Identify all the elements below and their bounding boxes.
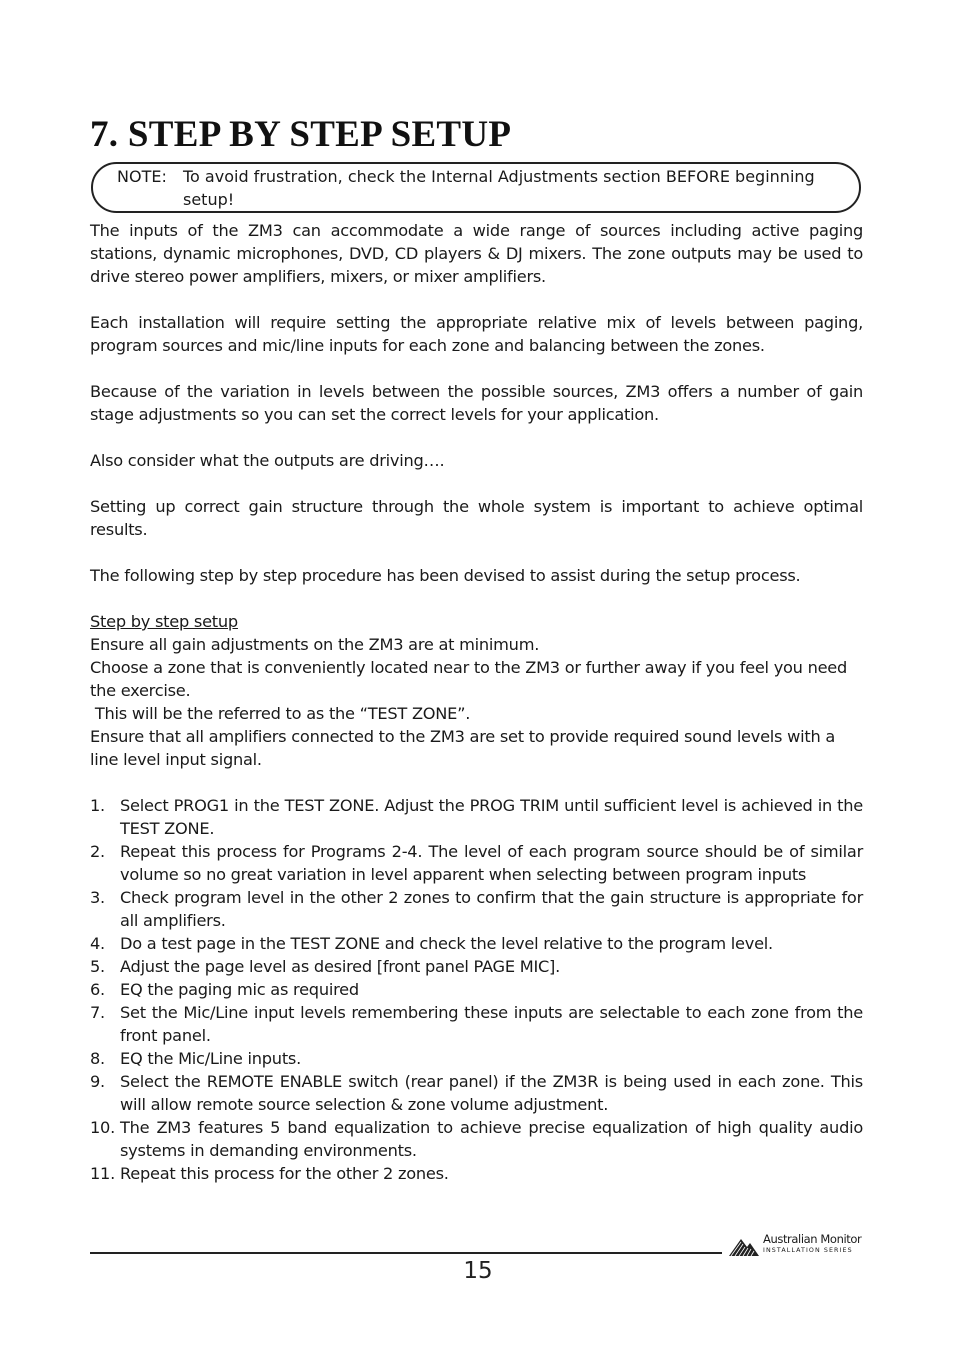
step-number: 4. <box>90 934 105 953</box>
list-item <box>90 886 863 932</box>
brand-logo <box>728 1232 868 1260</box>
list-item <box>90 978 863 1001</box>
step-text: Do a test page in the TEST ZONE and check the level relative to the program level. <box>120 934 773 953</box>
mountain-logo-icon <box>728 1235 760 1257</box>
brand-name: Australian Monitor <box>763 1232 862 1246</box>
setup-intro-line: Ensure all gain adjustments on the ZM3 are at minimum. <box>90 635 540 654</box>
paragraph: Setting up correct gain structure through the whole system is important to achieve optimal results. <box>90 497 863 539</box>
list-item <box>90 932 863 955</box>
step-text: Select the REMOTE ENABLE switch (rear panel) if the ZM3R is being used in each zone. This will allow remote source selection & zone volume adjustment. <box>120 1072 863 1114</box>
step-text: Adjust the page level as desired [front panel PAGE MIC]. <box>120 957 560 976</box>
step-text: EQ the Mic/Line inputs. <box>120 1049 301 1068</box>
setup-intro-line: Choose a zone that is conveniently located near to the ZM3 or further away if you feel you need the exercise. <box>90 658 848 700</box>
setup-steps-list <box>90 794 863 1185</box>
paragraph: Also consider what the outputs are driving…. <box>90 451 445 470</box>
step-number: 11. <box>90 1164 115 1183</box>
step-number: 6. <box>90 980 105 999</box>
list-item <box>90 955 863 978</box>
list-item <box>90 794 863 840</box>
list-item <box>90 1070 863 1116</box>
list-item <box>90 840 863 886</box>
note-label: NOTE: <box>117 167 167 186</box>
step-text: Set the Mic/Line input levels remembering these inputs are selectable to each zone from the front panel. <box>120 1003 863 1045</box>
paragraph: Each installation will require setting the appropriate relative mix of levels between paging, program sources and mic/line inputs for each zone and balancing between the zones. <box>90 313 863 355</box>
section-title: 7. STEP BY STEP SETUP <box>90 114 512 155</box>
page-number: 15 <box>463 1258 493 1284</box>
setup-intro-line: Ensure that all amplifiers connected to the ZM3 are set to provide required sound levels with a line level input signal. <box>90 727 836 769</box>
step-text: Repeat this process for Programs 2-4. The level of each program source should be of similar volume so no great variation in level apparent when selecting between program inputs <box>120 842 863 884</box>
list-item <box>90 1162 863 1185</box>
list-item <box>90 1116 863 1162</box>
footer-rule <box>90 1252 722 1254</box>
step-text: EQ the paging mic as required <box>120 980 359 999</box>
paragraph: Because of the variation in levels between the possible sources, ZM3 offers a number of gain stage adjustments so you can set the correct levels for your application. <box>90 382 863 424</box>
paragraph: The following step by step procedure has been devised to assist during the setup process. <box>90 566 801 585</box>
step-number: 7. <box>90 1003 105 1022</box>
paragraph: The inputs of the ZM3 can accommodate a wide range of sources including active paging stations, dynamic microphones, DVD, CD players & DJ mixers. The zone outputs may be used to drive stereo power amplifiers, mixers, or mixer amplifiers. <box>90 221 863 286</box>
step-number: 1. <box>90 796 105 815</box>
brand-series: INSTALLATION SERIES <box>763 1247 853 1254</box>
setup-heading: Step by step setup <box>90 612 238 631</box>
step-number: 10. <box>90 1118 115 1137</box>
step-text: The ZM3 features 5 band equalization to achieve precise equalization of high quality audio systems in demanding environments. <box>120 1118 863 1160</box>
step-number: 9. <box>90 1072 105 1091</box>
list-item <box>90 1047 863 1070</box>
note-text: To avoid frustration, check the Internal Adjustments section BEFORE beginning setup! <box>183 167 815 209</box>
step-text: Repeat this process for the other 2 zones. <box>120 1164 449 1183</box>
step-number: 5. <box>90 957 105 976</box>
step-number: 3. <box>90 888 105 907</box>
step-number: 2. <box>90 842 105 861</box>
setup-intro-line: This will be the referred to as the “TEST ZONE”. <box>90 704 471 723</box>
body-text <box>90 219 863 1185</box>
step-number: 8. <box>90 1049 105 1068</box>
list-item <box>90 1001 863 1047</box>
step-text: Select PROG1 in the TEST ZONE. Adjust the PROG TRIM until sufficient level is achieved in the TEST ZONE. <box>120 796 863 838</box>
step-text: Check program level in the other 2 zones to confirm that the gain structure is appropriate for all amplifiers. <box>120 888 863 930</box>
